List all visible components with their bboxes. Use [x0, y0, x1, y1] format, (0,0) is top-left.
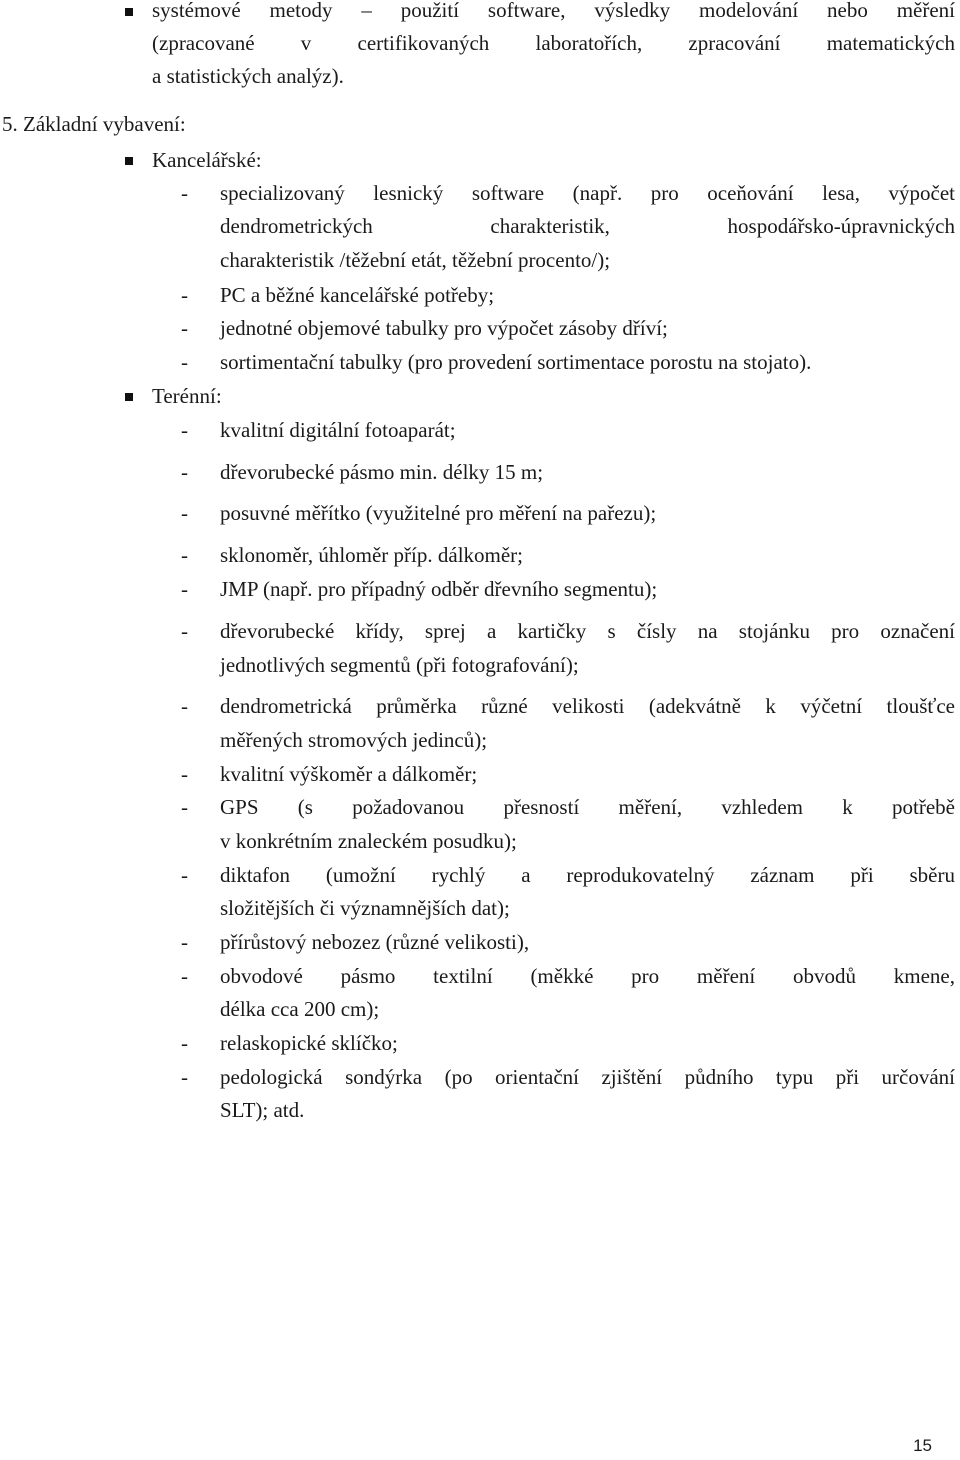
list-dash-marker: - — [181, 619, 188, 643]
list-item-line: JMP (např. pro případný odběr dřevního segmentu); — [220, 577, 658, 601]
list-item-line: složitějších či významnějších dat); — [220, 896, 510, 920]
subsection-label: Kancelářské: — [152, 148, 262, 172]
list-item-line: charakteristik /těžební etát, těžební procento/); — [220, 248, 611, 272]
list-dash-marker: - — [181, 460, 188, 484]
paragraph-line: (zpracované v certifikovaných laboratořích, zpracování matematických — [152, 31, 955, 55]
list-item-line: kvalitní digitální fotoaparát; — [220, 418, 456, 442]
list-item-line: dendrometrická průměrka různé velikosti (adekvátně k výčetní tloušťce — [220, 694, 955, 718]
list-dash-marker: - — [181, 863, 188, 887]
list-dash-marker: - — [181, 350, 188, 374]
list-dash-marker: - — [181, 1031, 188, 1055]
list-dash-marker: - — [181, 1065, 188, 1089]
list-dash-marker: - — [181, 283, 188, 307]
list-dash-marker: - — [181, 930, 188, 954]
list-item-line: dřevorubecké pásmo min. délky 15 m; — [220, 460, 544, 484]
bullet-square-icon — [125, 8, 133, 16]
bullet-square-icon — [125, 157, 133, 165]
list-item-line: jednotlivých segmentů (při fotografování); — [220, 653, 579, 677]
list-item-line: dřevorubecké křídy, sprej a kartičky s čísly na stojánku pro označení — [220, 619, 955, 643]
list-dash-marker: - — [181, 181, 188, 205]
list-item-line: diktafon (umožní rychlý a reprodukovatelný záznam při sběru — [220, 863, 955, 887]
paragraph-line: a statistických analýz). — [152, 64, 344, 88]
list-item-line: dendrometrických charakteristik, hospodářsko-úpravnických — [220, 214, 955, 238]
list-item-line: přírůstový nebozez (různé velikosti), — [220, 930, 530, 954]
list-item-line: sklonoměr, úhloměr příp. dálkoměr; — [220, 543, 524, 567]
list-item-line: pedologická sondýrka (po orientační zjištění půdního typu při určování — [220, 1065, 955, 1089]
list-dash-marker: - — [181, 762, 188, 786]
list-item-line: kvalitní výškoměr a dálkoměr; — [220, 762, 478, 786]
list-item-line: jednotné objemové tabulky pro výpočet zásoby dříví; — [220, 316, 668, 340]
list-item-line: SLT); atd. — [220, 1098, 305, 1122]
list-item-line: relaskopické sklíčko; — [220, 1031, 398, 1055]
list-item-line: specializovaný lesnický software (např. pro oceňování lesa, výpočet — [220, 181, 955, 205]
list-dash-marker: - — [181, 316, 188, 340]
paragraph-line: systémové metody – použití software, výsledky modelování nebo měření — [152, 0, 955, 22]
list-dash-marker: - — [181, 694, 188, 718]
list-item-line: délka cca 200 cm); — [220, 997, 380, 1021]
list-item-line: GPS (s požadovanou přesností měření, vzhledem k potřebě — [220, 795, 955, 819]
list-item-line: měřených stromových jedinců); — [220, 728, 488, 752]
list-item-line: PC a běžné kancelářské potřeby; — [220, 283, 495, 307]
list-item-line: sortimentační tabulky (pro provedení sortimentace porostu na stojato). — [220, 350, 812, 374]
list-item-line: obvodové pásmo textilní (měkké pro měření obvodů kmene, — [220, 964, 955, 988]
list-dash-marker: - — [181, 543, 188, 567]
bullet-square-icon — [125, 393, 133, 401]
list-dash-marker: - — [181, 964, 188, 988]
list-dash-marker: - — [181, 795, 188, 819]
subsection-label: Terénní: — [152, 384, 222, 408]
section-heading: 5. Základní vybavení: — [2, 112, 186, 136]
list-dash-marker: - — [181, 418, 188, 442]
list-dash-marker: - — [181, 501, 188, 525]
list-dash-marker: - — [181, 577, 188, 601]
list-item-line: v konkrétním znaleckém posudku); — [220, 829, 517, 853]
list-item-line: posuvné měřítko (využitelné pro měření na pařezu); — [220, 501, 657, 525]
page-number: 15 — [913, 1436, 932, 1455]
